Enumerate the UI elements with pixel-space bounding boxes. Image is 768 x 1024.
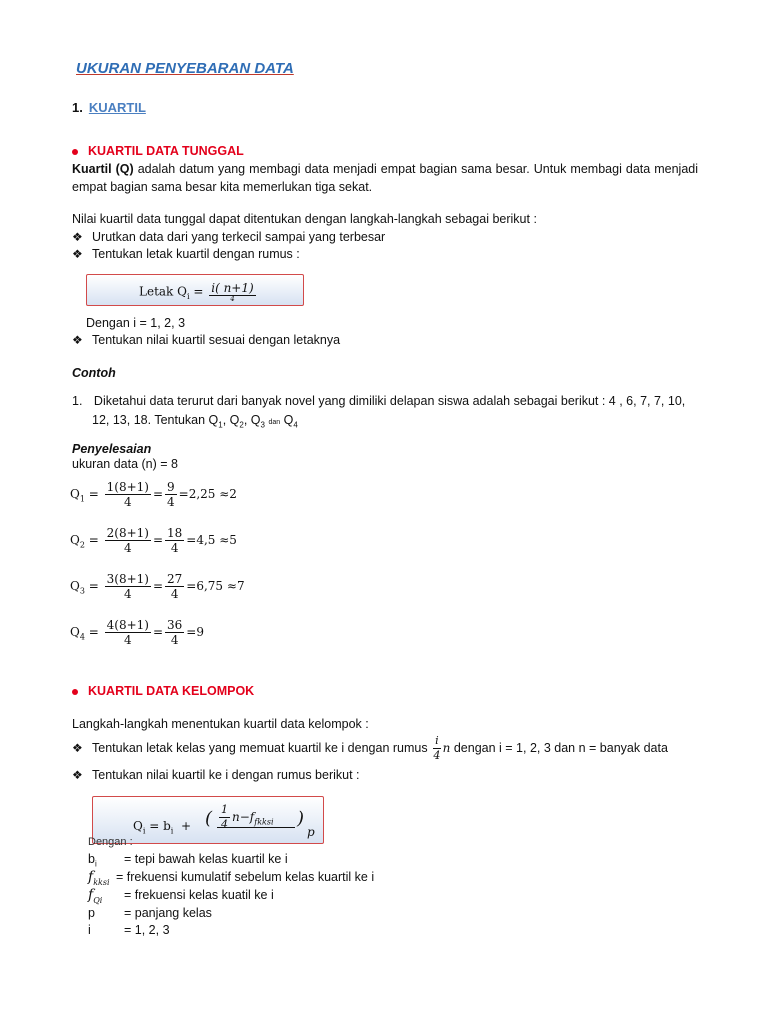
def-row: i = 1, 2, 3 <box>88 923 170 937</box>
section-heading <box>72 100 146 115</box>
step-item: ❖ Tentukan nilai kuartil ke i dengan rumus berikut : <box>72 768 360 782</box>
def-row: $f_{kksi}$ = frekuensi kumulatif sebelum kelas kuartil ke i <box>88 869 375 887</box>
section-label-link[interactable]: KUARTIL <box>88 100 146 115</box>
step-item: ❖ Tentukan nilai kuartil sesuai dengan letaknya <box>72 333 341 347</box>
calc-row-q1: $Q_1$ = $\frac{1(8+1)}{4}$ = $\frac{9}{4}$ =2,25 ≈2 <box>70 480 237 509</box>
formula-box-letak: Letak $Q_i$ = $\frac{i( n+1)}{4}$ <box>86 274 304 306</box>
dengan-text: Dengan i = 1, 2, 3 <box>86 316 186 330</box>
diamond-bullet-icon: ❖ <box>72 740 83 755</box>
definition-term: Kuartil (Q) <box>72 162 134 176</box>
kelompok-intro: Langkah-langkah menentukan kuartil data kelompok : <box>72 717 369 731</box>
diamond-bullet-icon: ❖ <box>72 768 83 782</box>
section-number: 1. <box>72 100 83 115</box>
page-title: UKURAN PENYEBARAN DATA <box>76 60 294 77</box>
penyelesaian-heading: Penyelesaian <box>72 442 152 456</box>
problem-paragraph: 1. Diketahui data terurut dari banyak novel yang dimiliki delapan siswa adalah sebagai berikut : 4 , 6, 7, 7, 10, 12, 13, 18. Tentukan $Q_1$, $Q_2$, $Q_3$ dan $Q_4$ <box>72 394 686 430</box>
step-item: ❖ Tentukan letak kelas yang memuat kuartil ke i dengan rumus $\frac{i}{4}$ n dengan i = 1, 2, 3 dan n = banyak data <box>72 734 668 762</box>
calc-row-q3: $Q_3$ = $\frac{3(8+1)}{4}$ = $\frac{27}{4}$ =6,75 ≈7 <box>70 572 245 601</box>
bullet-icon <box>72 689 78 695</box>
step-item: ❖ Urutkan data dari yang terkecil sampai yang terbesar <box>72 230 386 244</box>
calc-row-q4: $Q_4$ = $\frac{4(8+1)}{4}$ = $\frac{36}{4}$ =9 <box>70 618 204 647</box>
step-item: ❖ Tentukan letak kuartil dengan rumus : <box>72 247 300 261</box>
def-row: $b_i$ = tepi bawah kelas kuartil ke i <box>88 852 288 869</box>
dengan-kelompok: Dengan : <box>88 836 133 848</box>
diamond-bullet-icon: ❖ <box>72 230 83 244</box>
subheading-tunggal: KUARTIL DATA TUNGGAL <box>72 144 244 158</box>
subheading-kelompok: KUARTIL DATA KELOMPOK <box>72 684 254 698</box>
def-row: $f_{Qi}$ = frekuensi kelas kuatil ke i <box>88 887 274 905</box>
bullet-icon <box>72 149 78 155</box>
ukuran-text: ukuran data (n) = 8 <box>72 457 178 471</box>
diamond-bullet-icon: ❖ <box>72 333 83 347</box>
contoh-heading: Contoh <box>72 366 116 380</box>
definition-text: adalah datum yang membagi data menjadi empat bagian sama besar. Untuk membagi data menjadi empat bagian sama besar kita memerlukan tiga sekat. <box>72 162 699 194</box>
def-row: p = panjang kelas <box>88 906 212 920</box>
definition-paragraph <box>72 160 698 196</box>
calc-row-q2: $Q_2$ = $\frac{2(8+1)}{4}$ = $\frac{18}{4}$ =4,5 ≈5 <box>70 526 237 555</box>
diamond-bullet-icon: ❖ <box>72 247 83 261</box>
formula-box-kelompok: $Q_i = b_i$ + ( $\frac{1}{4}$ $n-f_{fkksi}$ ) p <box>92 796 324 844</box>
intro-text: Nilai kuartil data tunggal dapat ditentukan dengan langkah-langkah sebagai berikut : <box>72 212 537 226</box>
